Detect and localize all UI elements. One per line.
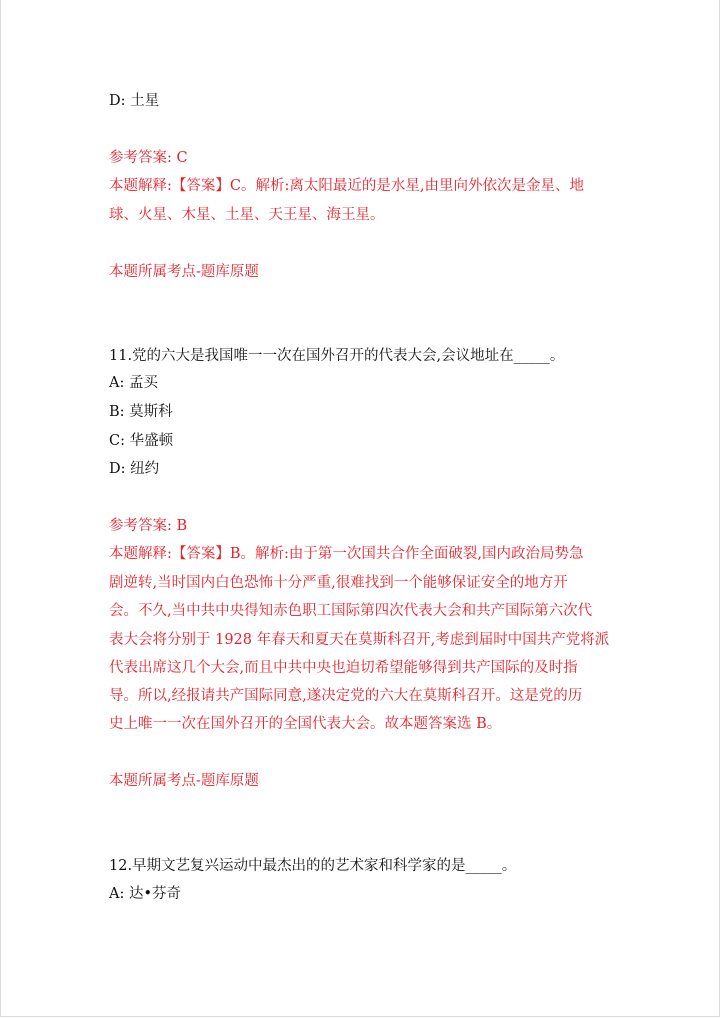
q11-explanation-line: 会。不久,当中共中央得知赤色职工国际第四次代表大会和共产国际第六次代	[109, 603, 593, 619]
q11-option-c: C: 华盛顿	[109, 433, 174, 449]
q10-option-d: D: 土星	[109, 93, 160, 109]
q10-explanation-line: 本题解释:【答案】C。解析:离太阳最近的是水星,由里向外依次是金星、地	[109, 178, 584, 194]
q10-answer: 参考答案: C	[109, 150, 188, 166]
q11-option-b: B: 莫斯科	[109, 404, 173, 420]
q11-explanation-line: 剧逆转,当时国内白色恐怖十分严重,很难找到一个能够保证安全的地方开	[109, 575, 568, 591]
q11-explanation-line: 导。所以,经报请共产国际同意,遂决定党的六大在莫斯科召开。这是党的历	[109, 688, 583, 704]
q12-question: 12.早期文艺复兴运动中最杰出的的艺术家和科学家的是_____。	[109, 858, 517, 874]
q11-option-a: A: 孟买	[109, 375, 158, 391]
q11-answer: 参考答案: B	[109, 518, 188, 534]
q11-explanation-line: 本题解释:【答案】B。解析:由于第一次国共合作全面破裂,国内政治局势急	[109, 546, 584, 562]
q11-source: 本题所属考点-题库原题	[109, 773, 259, 789]
q11-explanation-line: 表大会将分别于 1928 年春天和夏天在莫斯科召开,考虑到届时中国共产党将派	[109, 632, 610, 648]
q10-explanation-line: 球、火星、木星、土星、天王星、海王星。	[109, 207, 385, 223]
q11-explanation-line: 史上唯一一次在国外召开的全国代表大会。故本题答案选 B。	[109, 716, 502, 732]
q10-source: 本题所属考点-题库原题	[109, 264, 259, 280]
q11-question: 11.党的六大是我国唯一一次在国外召开的代表大会,会议地址在_____。	[109, 348, 565, 364]
q11-option-d: D: 纽约	[109, 461, 160, 477]
q12-option-a: A: 达•芬奇	[109, 886, 182, 902]
q11-explanation-line: 代表出席这几个大会,而且中共中央也迫切希望能够得到共产国际的及时指	[109, 660, 578, 676]
